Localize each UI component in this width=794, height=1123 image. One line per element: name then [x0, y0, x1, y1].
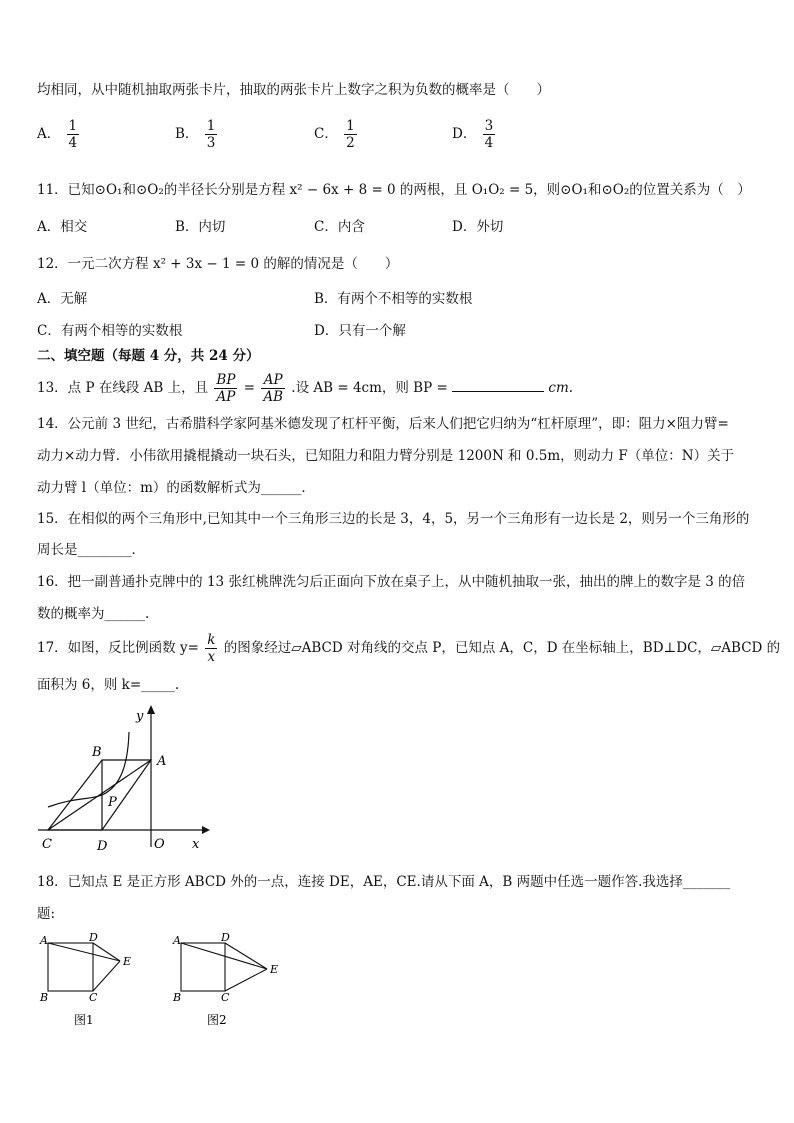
q17-fraction: $\frac{k}{x}$ — [207, 632, 216, 665]
q11-option-a[interactable]: A．相交 — [37, 219, 88, 235]
q16-line-2: 数的概率为______. — [37, 606, 150, 622]
label-c: C — [42, 837, 52, 852]
label-a: A — [157, 754, 167, 769]
label-d: D — [97, 839, 108, 854]
option-letter: A． — [37, 126, 61, 142]
q12-option-b[interactable]: B．有两个不相等的实数根 — [314, 291, 473, 307]
fig2-label-b: B — [173, 991, 182, 1004]
q11-stem: 11．已知⊙O₁和⊙O₂的半径长分别是方程 x² − 6x + 8 = 0 的两根，且 O₁O₂ = 5，则⊙O₁和⊙O₂的位置关系为（ ） — [37, 182, 751, 198]
q11-option-b[interactable]: B．内切 — [175, 219, 226, 235]
q12-option-d[interactable]: D．只有一个解 — [314, 323, 406, 339]
option-letter: D． — [452, 126, 477, 142]
q15-line-1: 15．在相似的两个三角形中,已知其中一个三角形三边的长是 3，4，5，另一个三角形有一边长是 2，则另一个三角形的 — [37, 511, 750, 527]
fig2-label-d: D — [221, 931, 230, 944]
q15-line-2: 周长是________． — [37, 542, 145, 558]
q12-option-c[interactable]: C．有两个相等的实数根 — [37, 323, 183, 339]
q13-middle: .设 AB = 4cm，则 BP = — [291, 380, 448, 396]
q13-stem: 13．点 P 在线段 AB 上，且 $\frac{BP}{AP}$ = $\frac{AP}{AB}$ .设 AB = 4cm，则 BP = cm. — [37, 372, 574, 405]
q17-line-1 — [37, 628, 780, 668]
x-axis-arrow — [202, 826, 210, 834]
label-x: x — [192, 837, 200, 852]
q12-stem: 12．一元二次方程 x² + 3x − 1 = 0 的解的情况是（ ） — [37, 256, 399, 272]
q14-line-2: 动力×动力臂．小伟欲用撬棍撬动一块石头，已知阻力和阻力臂分别是 1200N 和 0.5m，则动力 F（单位：N）关于 — [37, 448, 735, 464]
option-fraction: $\frac{1}{4}$ — [68, 118, 78, 151]
option-fraction: $\frac{1}{3}$ — [206, 118, 216, 151]
q10-option-c[interactable] — [314, 118, 359, 151]
label-b: B — [92, 745, 102, 760]
fig1-label-c: C — [89, 991, 98, 1004]
q10-stem: 均相同，从中随机抽取两张卡片，抽取的两张卡片上数字之积为负数的概率是（ ） — [37, 82, 550, 98]
fig1-ae — [48, 943, 120, 961]
fig2-de — [225, 943, 267, 969]
q14-line-1: 14．公元前 3 世纪，古希腊科学家阿基米德发现了杠杆平衡，后来人们把它归纳为“杠杆原理”，即：阻力×阻力臂= — [37, 416, 729, 432]
q13-prefix: 13．点 P 在线段 AB 上，且 — [37, 380, 209, 396]
label-y: y — [136, 709, 144, 724]
fig1-caption: 图1 — [74, 1013, 94, 1027]
q18-line-1: 18．已知点 E 是正方形 ABCD 外的一点，连接 DE，AE，CE.请从下面 A，B 两题中任选一题作答.我选择_______ — [37, 874, 731, 890]
fig2-ae — [181, 943, 267, 969]
q12-option-a[interactable]: A．无解 — [37, 291, 88, 307]
q16-line-1: 16．把一副普通扑克牌中的 13 张红桃牌洗匀后正面向下放在桌子上，从中随机抽取一张，抽出的牌上的数字是 3 的倍 — [37, 574, 746, 590]
q11-option-d[interactable]: D．外切 — [452, 219, 504, 235]
label-o: O — [154, 837, 165, 852]
label-p: P — [108, 795, 117, 810]
q18-line-2: 题: — [37, 906, 56, 922]
q17-line-2: 面积为 6，则 k=_____. — [37, 677, 180, 693]
q10-option-a[interactable] — [37, 118, 81, 151]
fig1-ce — [93, 961, 120, 991]
fig1-label-a: A — [40, 934, 48, 947]
fig2-caption: 图2 — [207, 1013, 227, 1027]
option-fraction: $\frac{3}{4}$ — [484, 118, 494, 151]
q10-option-d[interactable] — [452, 118, 497, 151]
option-letter: C． — [314, 126, 338, 142]
fig1-de — [93, 943, 120, 961]
q13-answer-blank[interactable] — [452, 377, 544, 392]
fig1-label-d: D — [89, 931, 98, 944]
fig1-square — [48, 943, 93, 991]
fig1-label-b: B — [40, 991, 49, 1004]
hyperbola-curve — [48, 732, 129, 807]
q13-unit: cm. — [548, 380, 574, 396]
fig2-label-a: A — [173, 934, 181, 947]
section-title: 二、填空题（每题 4 分，共 24 分） — [37, 348, 260, 364]
option-letter: B． — [175, 126, 199, 142]
q17-figure — [30, 702, 220, 857]
option-fraction: $\frac{1}{2}$ — [346, 118, 355, 151]
q17-prefix: 17．如图，反比例函数 y= — [37, 640, 199, 656]
y-axis-arrow — [147, 705, 155, 714]
q17-suffix: 的图象经过▱ABCD 对角线的交点 P，已知点 A，C，D 在坐标轴上，BD⊥DC，▱ABCD 的 — [223, 640, 781, 656]
fig2-label-e: E — [270, 963, 279, 976]
fig2-ce — [225, 969, 267, 991]
q10-option-b[interactable] — [175, 118, 219, 151]
q13-fraction-2: $\frac{AP}{AB}$ — [263, 372, 283, 405]
q14-line-3: 动力臂 l（单位：m）的函数解析式为______． — [37, 480, 315, 496]
diagonal-ac — [48, 760, 151, 830]
q18-figures — [35, 930, 295, 1030]
fig1-label-e: E — [123, 955, 132, 968]
q11-option-c[interactable]: C．内含 — [314, 219, 365, 235]
q13-fraction-1: $\frac{BP}{AP}$ — [216, 372, 236, 405]
fig2-label-c: C — [221, 991, 230, 1004]
